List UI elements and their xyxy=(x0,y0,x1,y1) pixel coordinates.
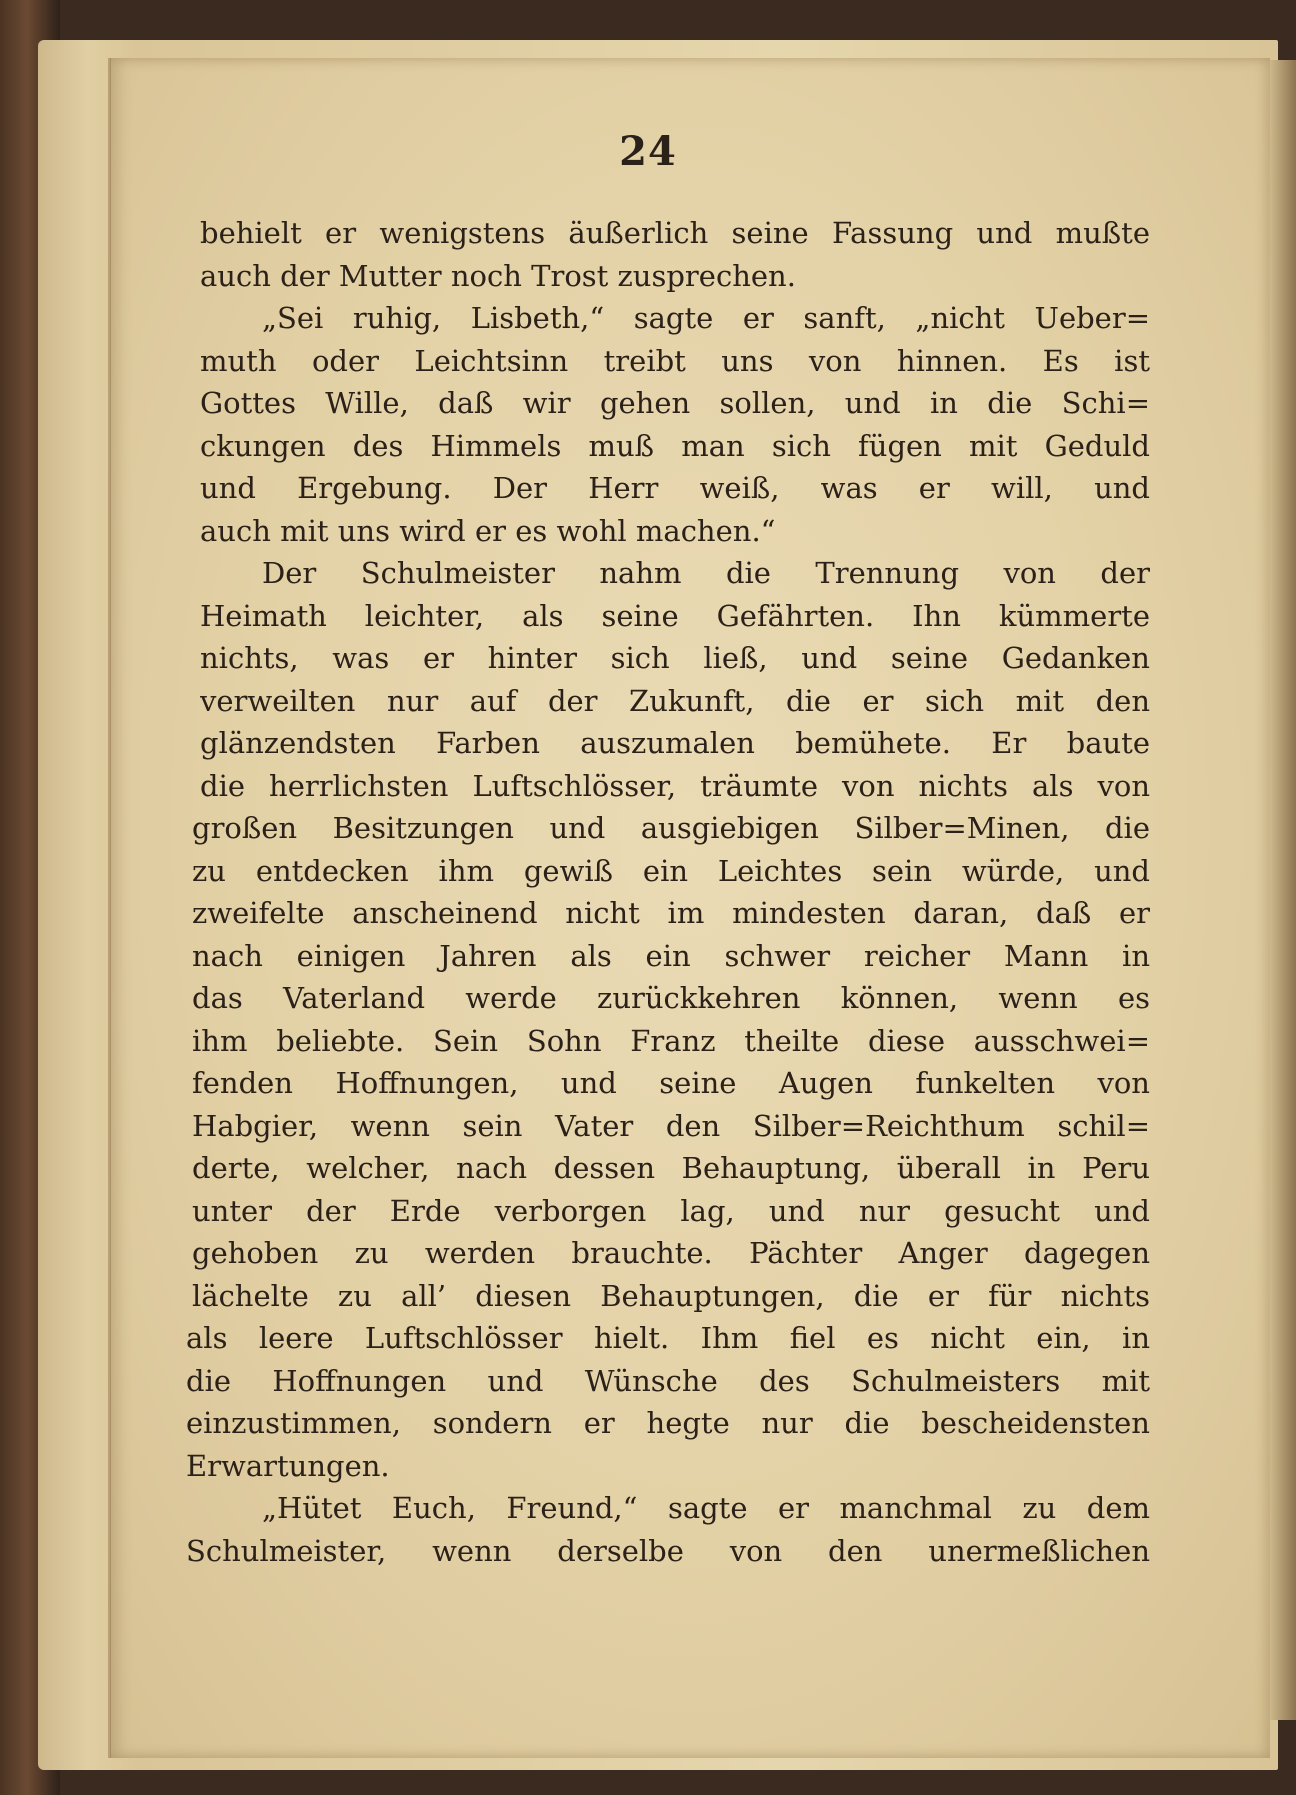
body-text xyxy=(186,212,1150,1572)
text-line: als leere Luftschlösser hielt. Ihm fiel es nicht ein, in xyxy=(186,1321,1150,1355)
text-line: gehoben zu werden brauchte. Pächter Anger dagegen xyxy=(192,1236,1150,1270)
text-line: und Ergebung. Der Herr weiß, was er will, und xyxy=(200,471,1150,505)
text-line: unter der Erde verborgen lag, und nur gesucht und xyxy=(192,1193,1150,1228)
text-line: Schulmeister, wenn derselbe von den unermeßlichen xyxy=(186,1533,1150,1568)
text-line: Gottes Wille, daß wir gehen sollen, und in die Schi= xyxy=(200,386,1150,420)
text-line: auch mit uns wird er es wohl machen.“ xyxy=(200,513,776,548)
text-line: einzustimmen, sondern er hegte nur die bescheidensten xyxy=(186,1406,1150,1440)
text-line: das Vaterland werde zurückkehren können, wenn es xyxy=(192,981,1150,1015)
text-line: glänzendsten Farben auszumalen bemühete. Er baute xyxy=(200,726,1150,760)
page-number: 24 xyxy=(619,128,677,175)
text-line: Heimath leichter, als seine Gefährten. Ihn kümmerte xyxy=(200,598,1150,633)
text-line: derte, welcher, nach dessen Behauptung, überall in Peru xyxy=(192,1151,1150,1185)
page-fold xyxy=(108,58,111,1758)
text-line: lächelte zu all’ diesen Behauptungen, die er für nichts xyxy=(192,1278,1150,1313)
text-line: nichts, was er hinter sich ließ, und seine Gedanken xyxy=(200,641,1150,675)
text-line: zu entdecken ihm gewiß ein Leichtes sein würde, und xyxy=(192,853,1150,888)
text-line: ckungen des Himmels muß man sich fügen mit Geduld xyxy=(200,428,1150,463)
text-line: Der Schulmeister nahm die Trennung von der xyxy=(262,556,1150,590)
text-line: behielt er wenigstens äußerlich seine Fassung und mußte xyxy=(200,216,1150,250)
text-line: die Hoffnungen und Wünsche des Schulmeisters mit xyxy=(186,1363,1150,1398)
text-line: fenden Hoffnungen, und seine Augen funkelten von xyxy=(192,1066,1150,1100)
text-line: großen Besitzungen und ausgiebigen Silber=Minen, die xyxy=(192,811,1150,845)
text-line: nach einigen Jahren als ein schwer reicher Mann in xyxy=(192,938,1150,973)
text-line: zweifelte anscheinend nicht im mindesten daran, daß er xyxy=(192,896,1150,930)
text-line: Erwartungen. xyxy=(186,1448,390,1483)
page-right-edge xyxy=(1270,60,1296,1720)
text-line: die herrlichsten Luftschlösser, träumte von nichts als von xyxy=(200,768,1150,803)
text-line: muth oder Leichtsinn treibt uns von hinnen. Es ist xyxy=(200,343,1150,378)
text-line: ihm beliebte. Sein Sohn Franz theilte diese ausschwei= xyxy=(192,1023,1150,1058)
text-line: „Sei ruhig, Lisbeth,“ sagte er sanft, „nicht Ueber= xyxy=(262,301,1150,335)
text-line: auch der Mutter noch Trost zusprechen. xyxy=(200,258,796,293)
text-line: verweilten nur auf der Zukunft, die er sich mit den xyxy=(200,683,1150,718)
text-line: Habgier, wenn sein Vater den Silber=Reichthum schil= xyxy=(192,1108,1150,1143)
text-line: „Hütet Euch, Freund,“ sagte er manchmal zu dem xyxy=(262,1491,1150,1525)
